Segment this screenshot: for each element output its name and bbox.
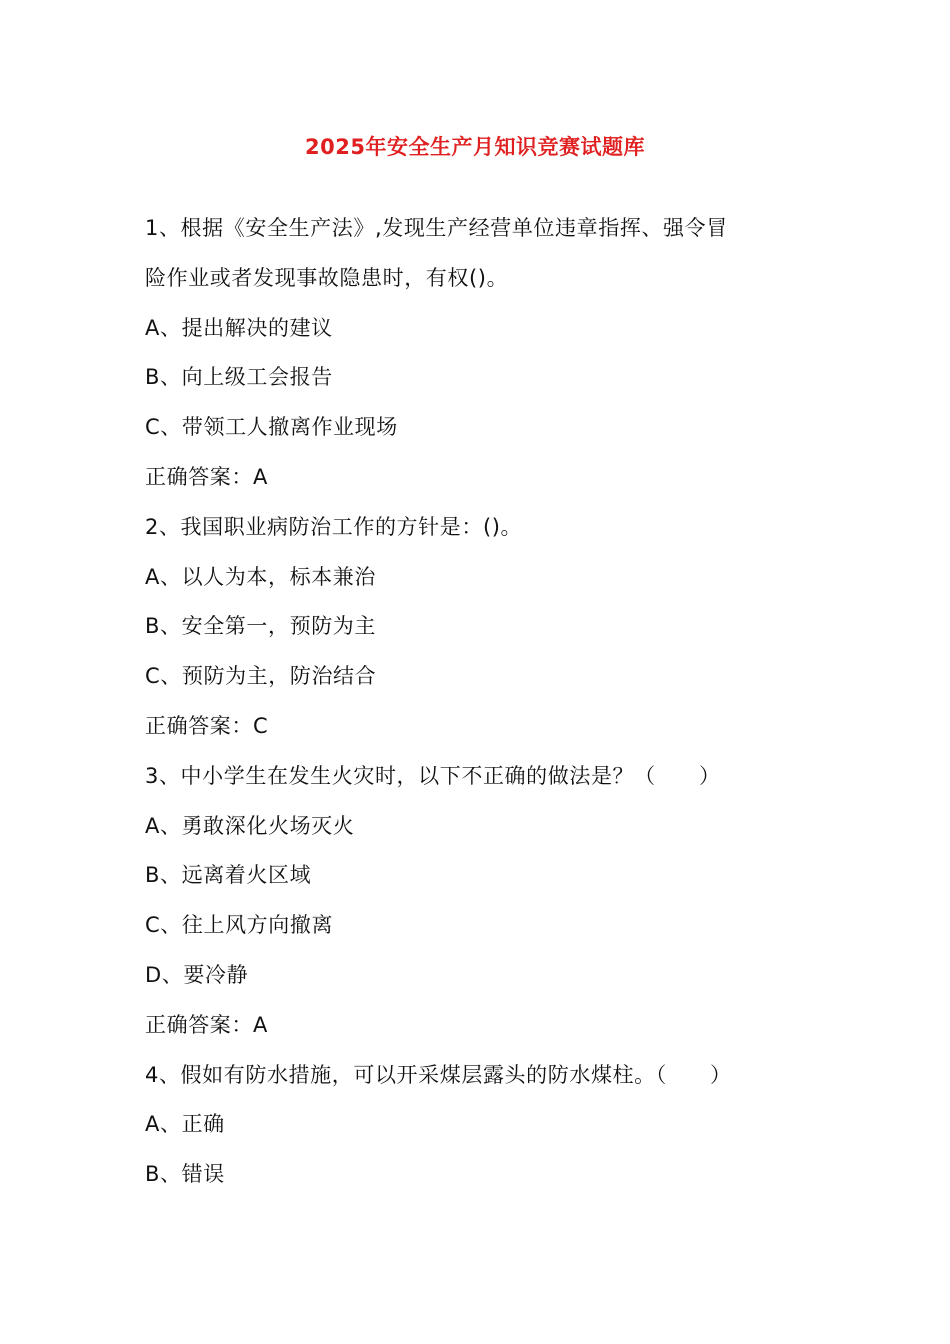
question-4-text: 4、假如有防水措施，可以开采煤层露头的防水煤柱。（ ） <box>145 1062 732 1087</box>
question-2-answer: 正确答案：C <box>145 713 269 738</box>
document-title: 2025年安全生产月知识竞赛试题库 <box>305 135 645 159</box>
document-body <box>145 204 815 1200</box>
question-1-text-line-1: 1、根据《安全生产法》,发现生产经营单位违章指挥、强令冒 <box>145 216 728 240</box>
question-2-option-b: B、安全第一，预防为主 <box>145 614 377 639</box>
question-4-option-b: B、错误 <box>145 1162 225 1187</box>
question-2-option-a: A、以人为本，标本兼治 <box>145 564 376 589</box>
question-2-option-c: C、预防为主，防治结合 <box>145 664 377 689</box>
question-1-option-a: A、提出解决的建议 <box>145 315 333 340</box>
question-3-option-d: D、要冷静 <box>145 962 249 987</box>
question-4-option-a: A、正确 <box>145 1112 225 1137</box>
question-3-option-b: B、远离着火区域 <box>145 863 312 888</box>
question-1-option-c: C、带领工人撤离作业现场 <box>145 415 398 440</box>
question-1-answer: 正确答案：A <box>145 464 268 489</box>
question-3-answer: 正确答案：A <box>145 1012 268 1037</box>
question-3-option-a: A、勇敢深化火场灭火 <box>145 813 355 838</box>
question-1-option-b: B、向上级工会报告 <box>145 365 333 390</box>
question-1-text-line-2: 险作业或者发现事故隐患时，有权()。 <box>145 265 509 290</box>
question-3-option-c: C、往上风方向撤离 <box>145 913 334 938</box>
question-2-text: 2、我国职业病防治工作的方针是：()。 <box>145 514 523 539</box>
question-3-text: 3、中小学生在发生火灾时，以下不正确的做法是？（ ） <box>145 763 721 788</box>
